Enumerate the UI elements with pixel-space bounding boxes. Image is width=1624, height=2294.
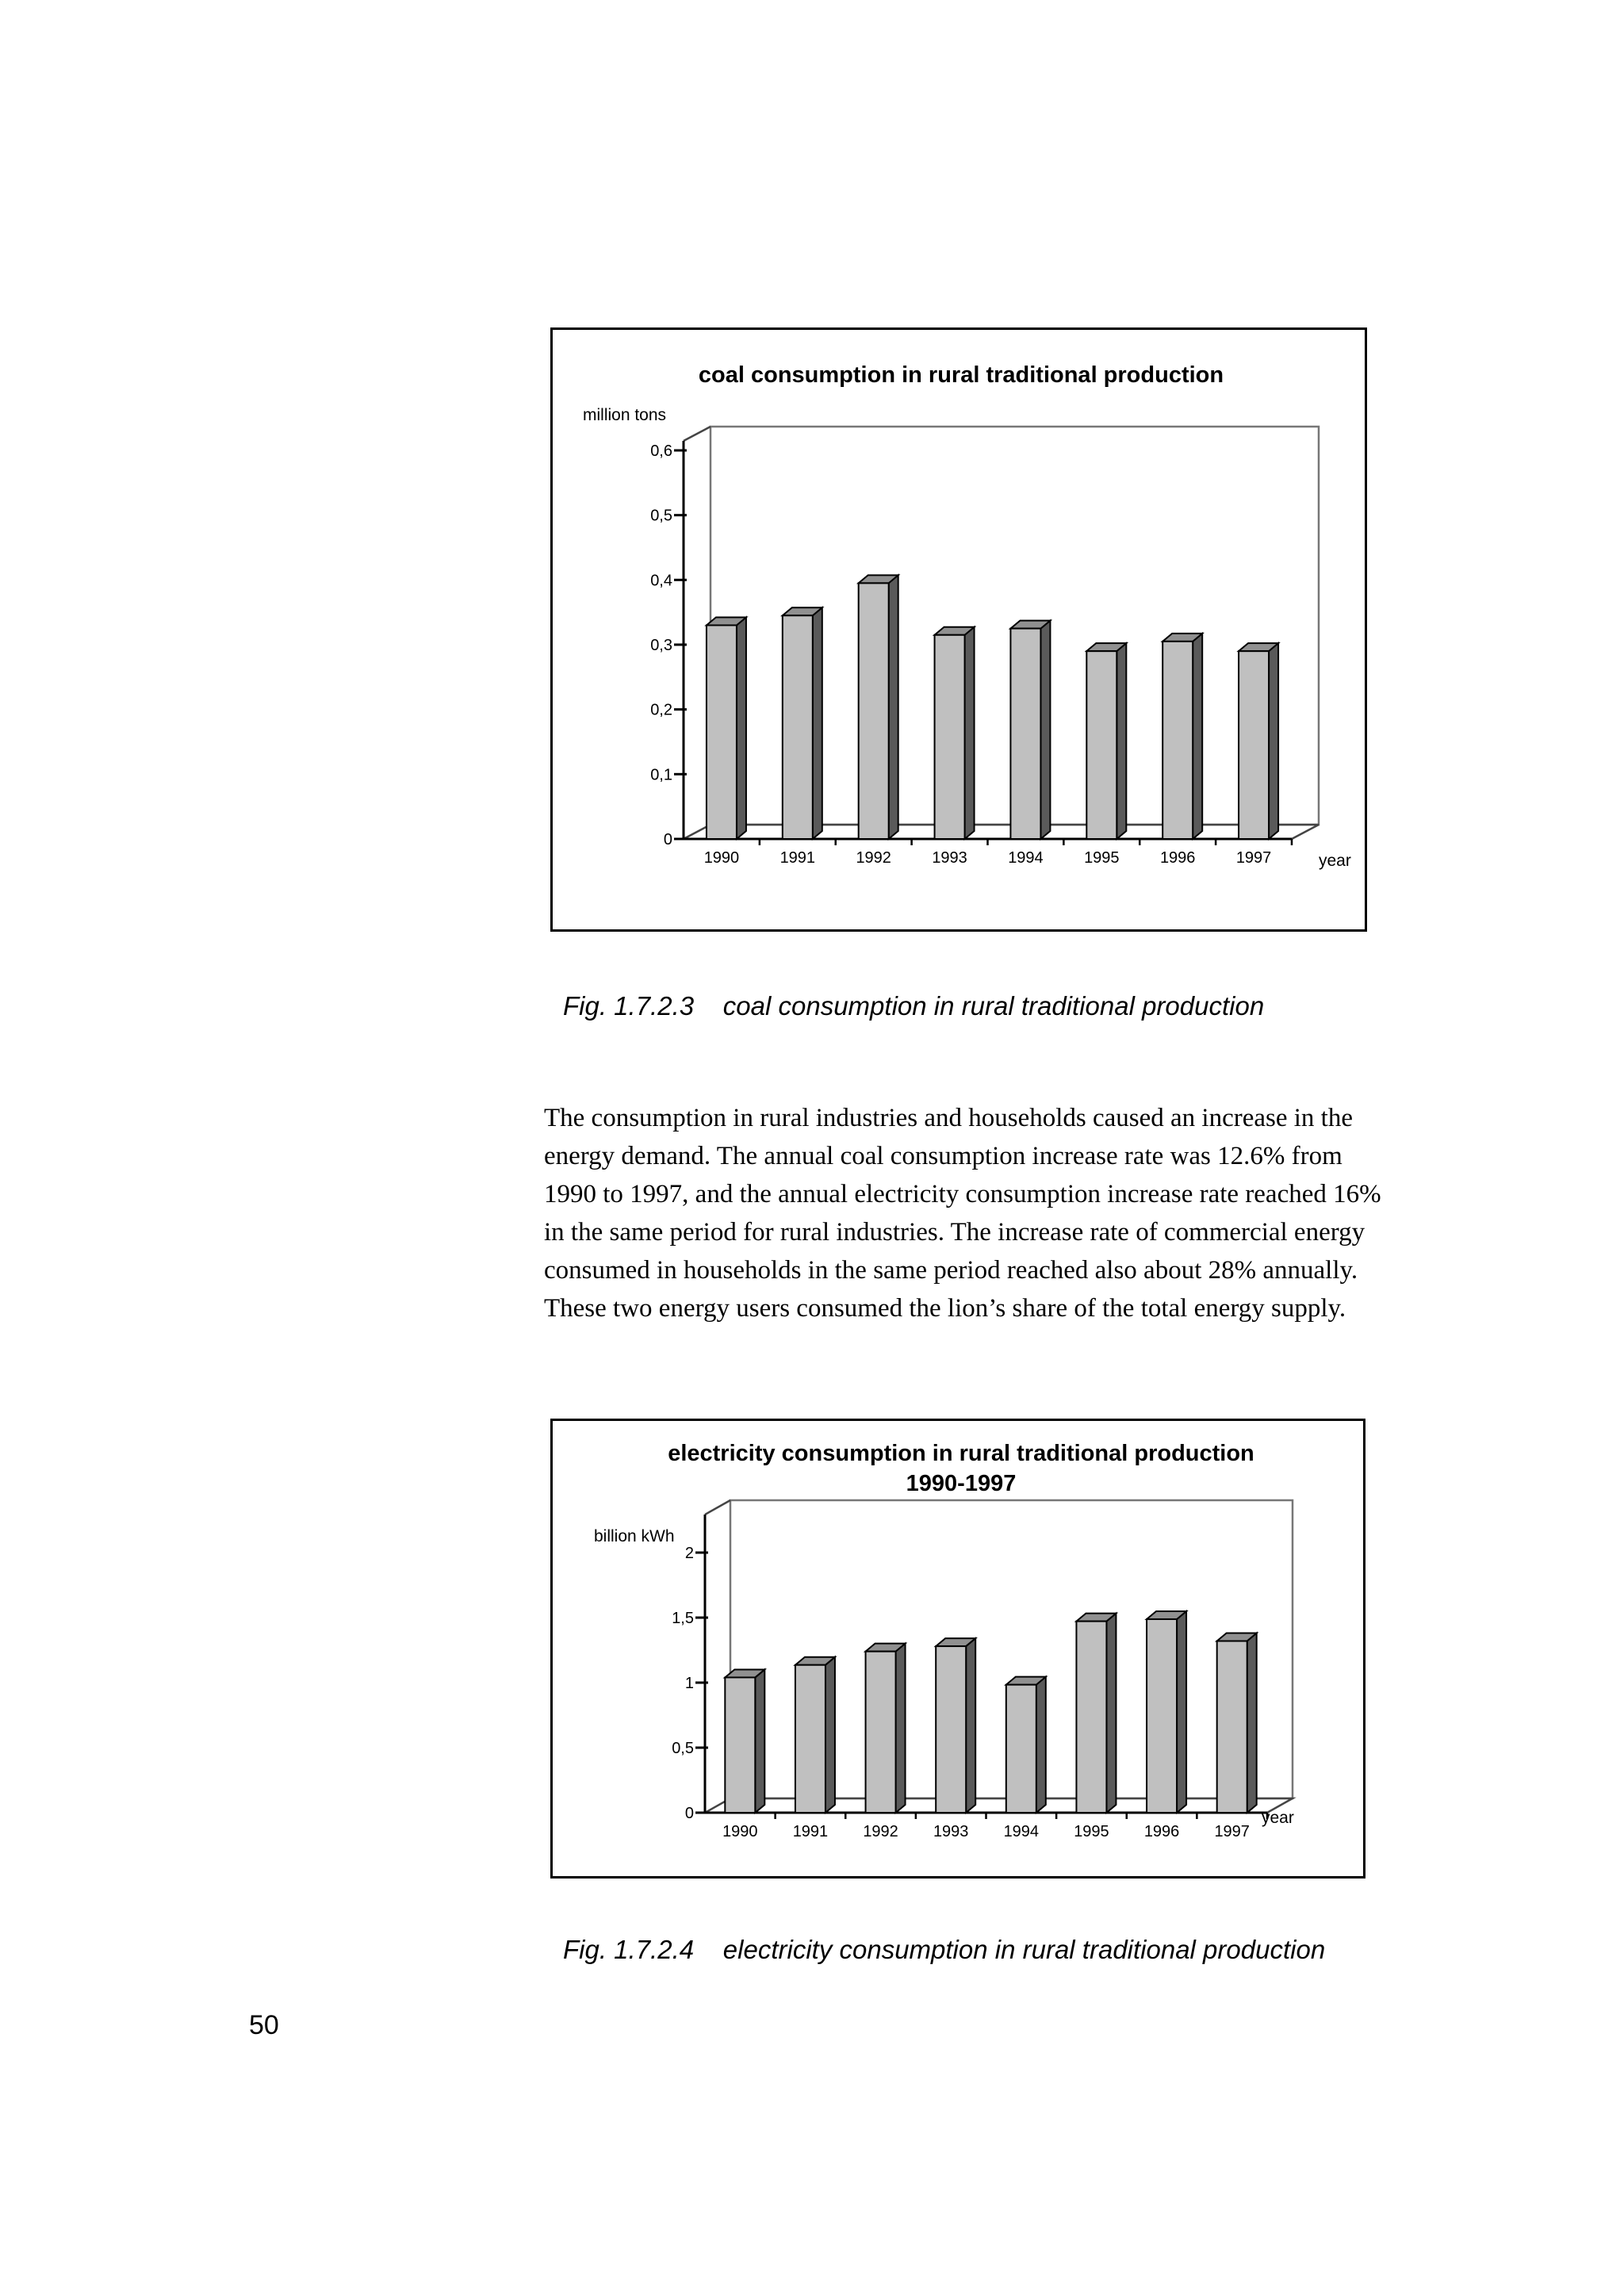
x-tick-label: 1994 <box>1003 1823 1040 1840</box>
bar-side <box>1036 1677 1046 1813</box>
y-tick-label: 0 <box>663 831 672 848</box>
y-tick-label: 0,6 <box>650 442 672 460</box>
x-tick-label: 1990 <box>703 849 740 867</box>
bar <box>1239 651 1269 839</box>
bar <box>783 615 813 839</box>
bar-side <box>1116 643 1126 839</box>
bar <box>1217 1641 1247 1813</box>
y-tick-label: 0,4 <box>650 572 672 590</box>
x-tick-label: 1996 <box>1143 1823 1180 1840</box>
y-tick-label: 0,1 <box>650 766 672 784</box>
x-tick-label: 1990 <box>722 1823 758 1840</box>
bar-side <box>1040 621 1050 839</box>
bar-side <box>1193 634 1202 839</box>
bar <box>707 626 737 840</box>
electricity-chart-svg <box>553 1421 1368 1881</box>
body-paragraph: The consumption in rural industries and households caused an increase in the energy demand. The annual coal consumption increase rate was 12.6% from 1990 to 1997, and the annual electricity consumption increase rate reached 16% in the same period for rural industries. The increase rate of commercial energy consumed in households in the same period reached also about 28% annually. These two energy users consumed the lion’s share of the total energy supply. <box>544 1104 1381 1323</box>
bar-side <box>755 1669 764 1813</box>
bar <box>1010 629 1040 839</box>
figure-caption-text: coal consumption in rural traditional production <box>722 991 1265 1021</box>
y-tick-label: 0 <box>684 1805 694 1822</box>
x-tick-label: 1997 <box>1214 1823 1250 1840</box>
x-tick-label: 1992 <box>856 849 891 867</box>
x-axis-label: year <box>1319 852 1351 870</box>
figure-caption-text: electricity consumption in rural traditional production <box>722 1935 1326 1964</box>
figure-caption-coal <box>563 991 1264 1021</box>
chart-subtitle: 1990-1997 <box>906 1471 1017 1496</box>
page-number: 50 <box>249 2010 279 2040</box>
bar-side <box>1269 643 1278 839</box>
chart-title: coal consumption in rural traditional production <box>698 362 1224 388</box>
bar <box>1162 641 1193 839</box>
chart-title: electricity consumption in rural traditional production <box>668 1441 1254 1466</box>
x-tick-label: 1994 <box>1008 849 1044 867</box>
y-tick-label: 0,5 <box>672 1740 694 1757</box>
electricity-chart <box>550 1419 1365 1878</box>
bar-side <box>737 618 746 840</box>
x-tick-label: 1995 <box>1074 1823 1109 1840</box>
coal-chart-svg <box>553 330 1369 934</box>
y-tick-label: 0,5 <box>650 507 672 525</box>
x-tick-label: 1993 <box>932 849 967 867</box>
bar-side <box>813 607 822 839</box>
bar <box>866 1652 896 1813</box>
x-axis-label: year <box>1262 1809 1294 1827</box>
bar <box>936 1646 966 1813</box>
left-wall-edge <box>684 427 710 441</box>
x-tick-label: 1991 <box>792 1823 829 1840</box>
bar-side <box>896 1644 906 1813</box>
y-axis-label: million tons <box>583 406 667 424</box>
floor <box>705 1798 1293 1813</box>
bar <box>1076 1622 1106 1813</box>
y-tick-label: 1 <box>684 1675 694 1692</box>
y-axis-label: billion kWh <box>594 1527 675 1545</box>
x-tick-label: 1993 <box>933 1823 969 1840</box>
figure-caption-electricity <box>563 1935 1325 1965</box>
floor <box>684 825 1319 839</box>
bar <box>859 583 889 839</box>
bar-side <box>1106 1614 1116 1813</box>
bar <box>1086 651 1116 839</box>
bar <box>1006 1685 1036 1813</box>
left-wall-edge <box>705 1500 730 1515</box>
bar-side <box>825 1657 835 1813</box>
coal-chart <box>550 327 1367 932</box>
bar-side <box>965 627 975 839</box>
bar <box>795 1665 825 1813</box>
bar-side <box>966 1638 975 1813</box>
y-tick-label: 2 <box>684 1545 694 1562</box>
bar-side <box>1177 1611 1186 1813</box>
x-tick-label: 1995 <box>1084 849 1120 867</box>
bar-side <box>1247 1633 1257 1813</box>
bar <box>1147 1619 1177 1813</box>
y-tick-label: 0,2 <box>650 701 672 719</box>
x-tick-label: 1992 <box>863 1823 898 1840</box>
x-tick-label: 1996 <box>1159 849 1196 867</box>
bar <box>725 1677 755 1813</box>
x-tick-label: 1991 <box>779 849 816 867</box>
bar-side <box>889 575 898 839</box>
figure-number: Fig. 1.7.2.3 <box>563 991 695 1021</box>
figure-number: Fig. 1.7.2.4 <box>563 1935 695 1964</box>
y-tick-label: 0,3 <box>650 637 672 654</box>
x-tick-label: 1997 <box>1235 849 1272 867</box>
bar <box>935 635 965 839</box>
y-tick-label: 1,5 <box>672 1610 694 1627</box>
